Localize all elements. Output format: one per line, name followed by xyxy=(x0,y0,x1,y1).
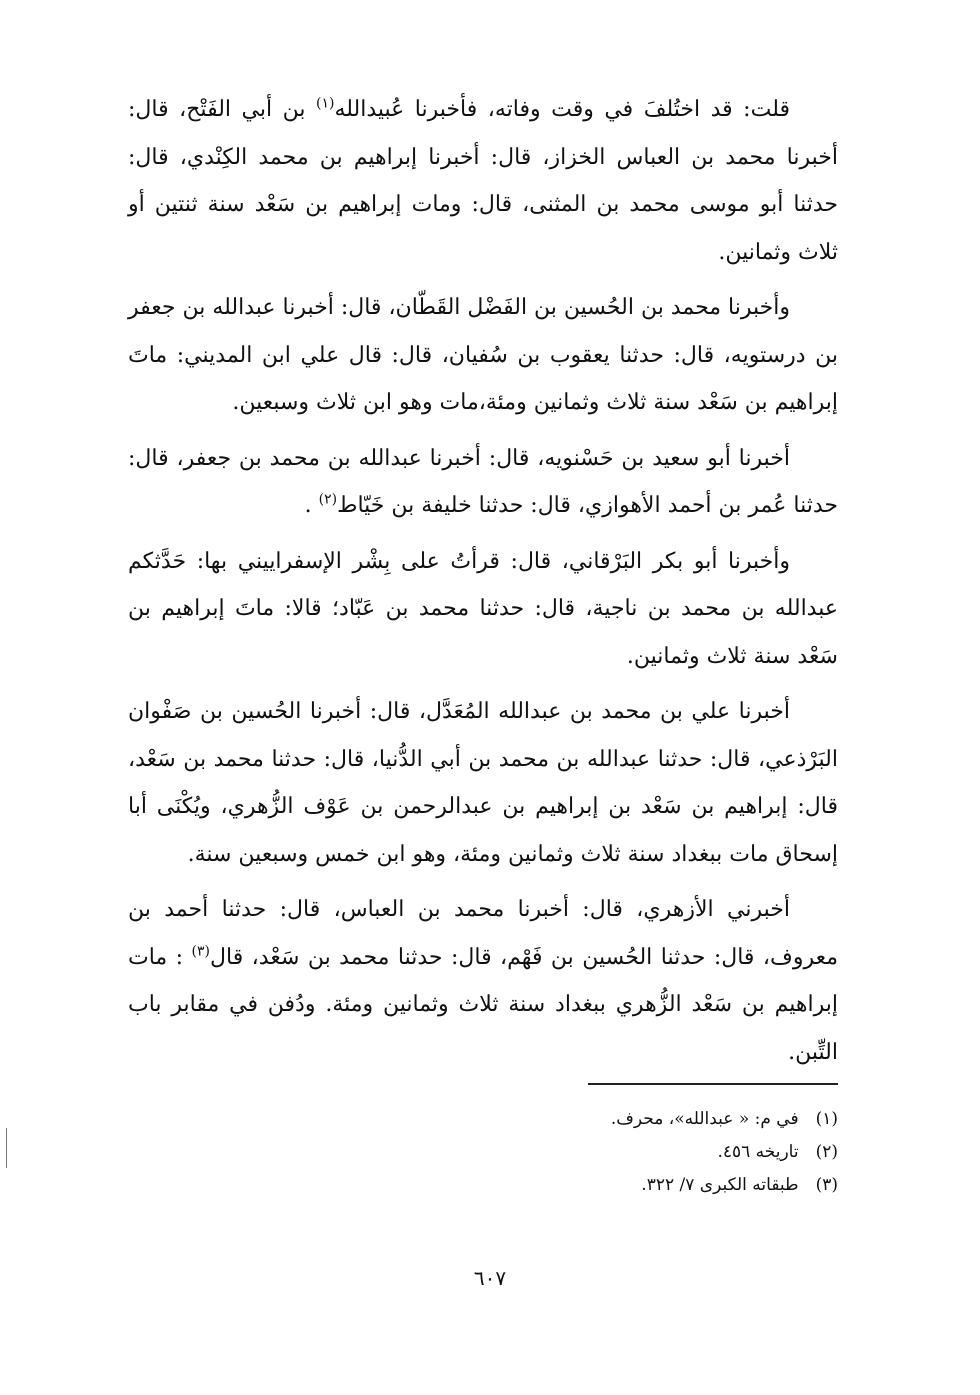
footnote-ref-3: (٣) xyxy=(191,943,211,960)
footnote-ref-2: (٢) xyxy=(318,491,338,508)
footnote-text: طبقاته الكبرى ٧/ ٣٢٢. xyxy=(641,1175,799,1195)
scan-edge-mark xyxy=(6,1128,7,1168)
paragraph-3: أخبرنا أبو سعيد بن حَسْنويه، قال: أخبرنا عبدالله بن محمد بن جعفر، قال: حدثنا عُمر بن أحمد الأهوازي، قال: حدثنا خليفة بن خَيّاط$^{(٢)}$ . xyxy=(128,445,838,518)
page-number: ٦٠٧ xyxy=(473,1266,507,1290)
footnote-2 xyxy=(500,1136,838,1169)
footnote-number: (٢) xyxy=(815,1142,838,1162)
footnote-number: (١) xyxy=(815,1109,838,1129)
footnote-text: في م: « عبدالله»، محرف. xyxy=(610,1109,799,1129)
footnote-ref-1: (١) xyxy=(315,95,335,112)
paragraph-2: وأخبرنا محمد بن الحُسين بن الفَضْل القَطّان، قال: أخبرنا عبدالله بن جعفر بن درستويه، قال: حدثنا يعقوب بن سُفيان، قال: قال علي ابن المديني: ماتَ إبراهيم بن سَعْد سنة ثلاث وثمانين ومئة،مات وهو ابن ثلاث وسبعين. xyxy=(127,295,838,415)
footnote-text: تاريخه ٤٥٦. xyxy=(717,1142,799,1162)
paragraph-4: وأخبرنا أبو بكر البَرْقاني، قال: قرأتُ على بِشْر الإسفراييني بها: حَدَّثكم عبدالله بن محمد بن ناجية، قال: حدثنا محمد بن عَبّاد؛ قالا: ماتَ إبراهيم بن سَعْد سنة ثلاث وثمانين. xyxy=(128,548,838,669)
paragraph-5: أخبرنا علي بن محمد بن عبدالله المُعَدَّل، قال: أخبرنا الحُسين بن صَفْوان البَرْذعي، قال: حدثنا عبدالله بن محمد بن أبي الدُّنيا، قال: حدثنا محمد بن سَعْد، قال: إبراهيم بن سَعْد بن إبراهيم بن عبدالرحمن بن عَوْف الزُّهري، ويُكْنَى أبا إسحاق مات ببغداد سنة ثلاث وثمانين ومئة، وهو ابن خمس وسبعين سنة. xyxy=(128,699,838,867)
footnote-divider xyxy=(588,1083,838,1085)
paragraph-1: قلت: قد اختُلفَ في وقت وفاته، فأخبرنا عُبيدالله$^{(١)}$ بن أبي الفَتْح، قال: أخبرنا محمد بن العباس الخزاز، قال: أخبرنا إبراهيم بن محمد الكِنْدي، قال: حدثنا أبو موسى محمد بن المثنى، قال: ومات إبراهيم بن سَعْد سنة ثنتين أو ثلاث وثمانين. xyxy=(128,95,838,265)
main-text xyxy=(128,86,838,1076)
footnote-number: (٣) xyxy=(815,1175,838,1195)
footnote-3 xyxy=(500,1169,838,1202)
footnotes xyxy=(500,1103,838,1202)
paragraph-6: أخبرني الأزهري، قال: أخبرنا محمد بن العباس، قال: حدثنا أحمد بن معروف، قال: حدثنا الحُسين بن فَهْم، قال: حدثنا محمد بن سَعْد، قال$^{(٣)}$ : مات إبراهيم بن سَعْد الزُّهري ببغداد سنة ثلاث وثمانين ومئة. ودُفن في مقابر باب التِّبن. xyxy=(128,897,838,1065)
footnote-1 xyxy=(500,1103,838,1136)
